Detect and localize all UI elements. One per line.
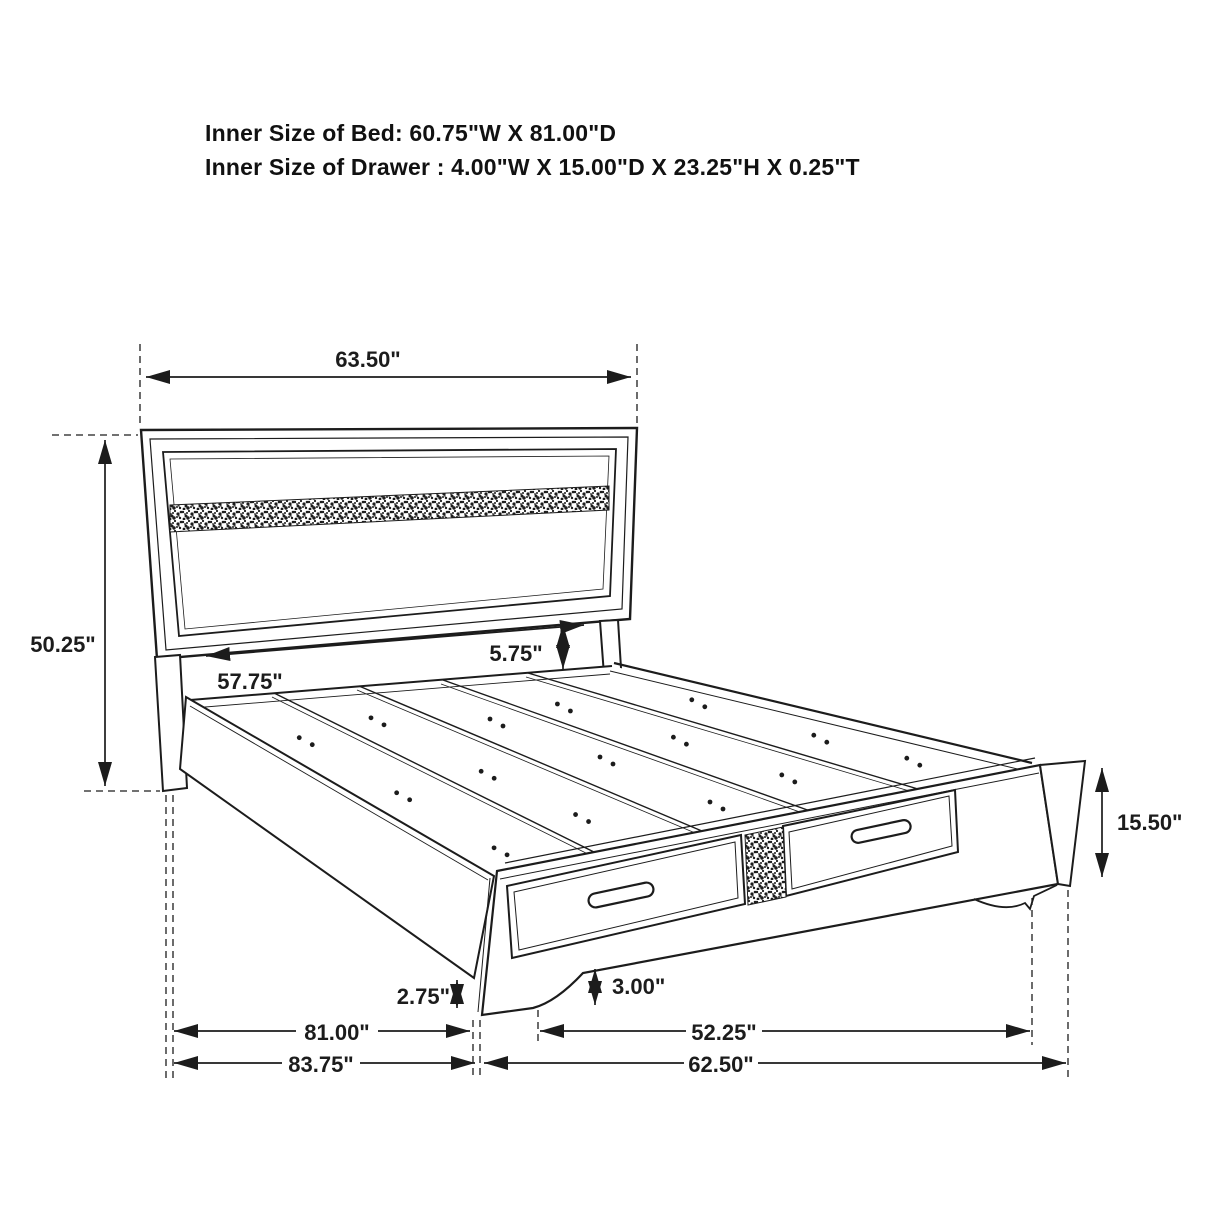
- footboard-glitter-strip: [745, 827, 786, 905]
- dim-inner-length-label: 81.00": [304, 1020, 370, 1045]
- slat-screw-dot: [811, 733, 816, 738]
- dim-footboard-height-label: 15.50": [1117, 810, 1183, 835]
- title-line-drawer: Inner Size of Drawer : 4.00"W X 15.00"D X 23.25"H X 0.25"T: [205, 154, 860, 180]
- slat-screw-dot: [297, 735, 302, 740]
- slat-screw-dot: [555, 702, 560, 707]
- title-line-bed: Inner Size of Bed: 60.75"W X 81.00"D: [205, 120, 617, 146]
- slat-screw-dot: [568, 709, 573, 714]
- slat-screw-dot: [492, 845, 497, 850]
- slat-screw-dot: [702, 704, 707, 709]
- slat-screw-dot: [501, 724, 506, 729]
- slat-screw-dot: [394, 790, 399, 795]
- slat-screw-dot: [369, 715, 374, 720]
- dim-headboard-height-label: 50.25": [30, 632, 96, 657]
- slat-screw-dot: [479, 769, 484, 774]
- slat-screw-dot: [779, 773, 784, 778]
- slat-screw-dot: [721, 807, 726, 812]
- slat-screw-dot: [917, 763, 922, 768]
- slat-screw-dot: [689, 697, 694, 702]
- slat-screw-dot: [505, 852, 510, 857]
- dim-rail-foot-height-label: 2.75": [396, 984, 450, 1009]
- slat-screw-dot: [488, 717, 493, 722]
- dim-headboard-gap-label: 5.75": [489, 641, 543, 666]
- dim-headboard-width-label: 63.50": [335, 347, 401, 372]
- slat-screw-dot: [708, 800, 713, 805]
- slat-screw-dot: [824, 740, 829, 745]
- slat-screw-dot: [904, 756, 909, 761]
- slat-screw-dot: [598, 755, 603, 760]
- slat-screw-dot: [792, 780, 797, 785]
- dim-overall-length-label: 83.75": [288, 1052, 354, 1077]
- slat-screw-dot: [310, 742, 315, 747]
- slat-screw-dot: [492, 776, 497, 781]
- slat-screw-dot: [573, 812, 578, 817]
- slat-screw-dot: [407, 797, 412, 802]
- dim-headboard-inner-width-label: 57.75": [217, 669, 283, 694]
- slat-screw-dot: [611, 762, 616, 767]
- slat-screw-dot: [586, 819, 591, 824]
- dim-footboard-foot-height-label: 3.00": [612, 974, 666, 999]
- slat-screw-dot: [684, 742, 689, 747]
- slat-screw-dot: [671, 735, 676, 740]
- dim-footboard-width-label: 62.50": [688, 1052, 754, 1077]
- slat-screw-dot: [382, 722, 387, 727]
- dim-drawer-section-label: 52.25": [691, 1020, 757, 1045]
